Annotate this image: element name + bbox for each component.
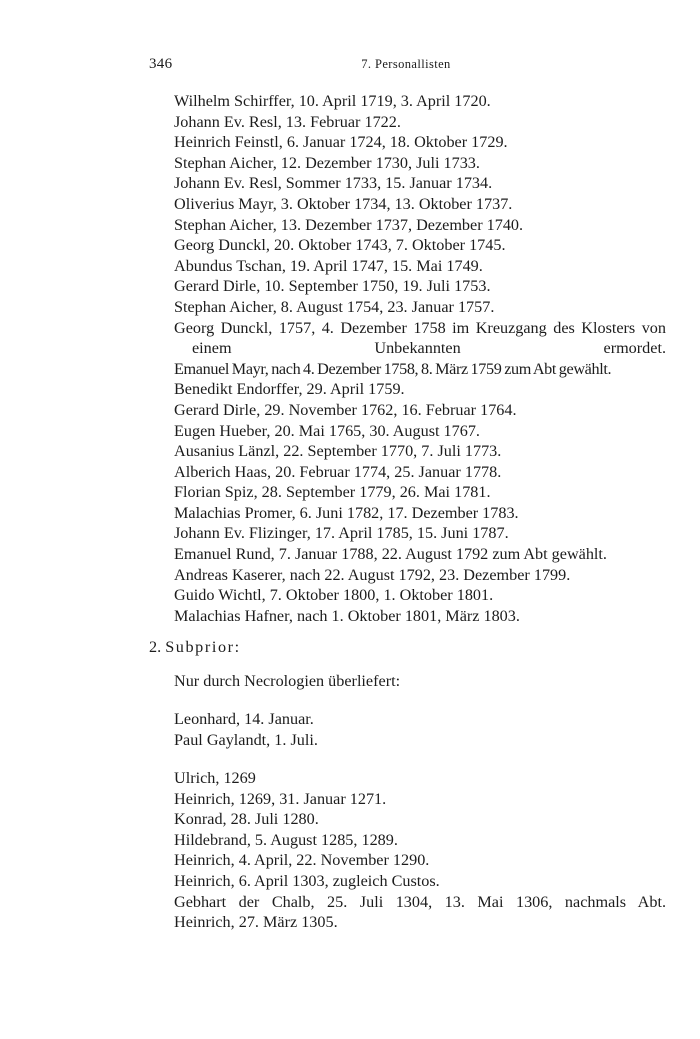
list-item: Oliverius Mayr, 3. Oktober 1734, 13. Oktober 1737. bbox=[174, 194, 513, 213]
list-item: Johann Ev. Resl, Sommer 1733, 15. Januar 1734. bbox=[174, 174, 493, 193]
list-item: Wilhelm Schirffer, 10. April 1719, 3. April 1720. bbox=[174, 92, 491, 110]
list-item: Heinrich, 1269, 31. Januar 1271. bbox=[174, 789, 387, 808]
list-item: Ulrich, 1269 bbox=[174, 769, 256, 787]
list-item: Johann Ev. Flizinger, 17. April 1785, 15. Juni 1787. bbox=[174, 524, 509, 543]
section-number: 2. bbox=[149, 638, 162, 656]
list-item: Konrad, 28. Juli 1280. bbox=[174, 810, 319, 829]
list-item: Emanuel Rund, 7. Januar 1788, 22. August 1792 zum Abt gewählt. bbox=[174, 545, 607, 564]
list-item: Georg Dunckl, 20. Oktober 1743, 7. Oktober 1745. bbox=[174, 236, 506, 255]
section-intro: Nur durch Necrologien überliefert: bbox=[174, 672, 401, 690]
necrology-list bbox=[174, 709, 666, 750]
list-item: Leonhard, 14. Januar. bbox=[174, 710, 314, 728]
section-intro-block bbox=[174, 671, 666, 692]
list-item: Florian Spiz, 28. September 1779, 26. Mai 1781. bbox=[174, 483, 491, 502]
list-item: Guido Wichtl, 7. Oktober 1800, 1. Oktober 1801. bbox=[174, 586, 494, 605]
list-item: Heinrich, 4. April, 22. November 1290. bbox=[174, 851, 430, 870]
list-item: Alberich Haas, 20. Februar 1774, 25. Januar 1778. bbox=[174, 462, 502, 481]
list-item-long: Georg Dunckl, 1757, 4. Dezember 1758 im Kreuzgang des Klosters von einem Unbekannten ermordet. bbox=[174, 318, 666, 358]
running-head: 7. Personallisten bbox=[361, 57, 451, 71]
list-item: Ausanius Länzl, 22. September 1770, 7. Juli 1773. bbox=[174, 442, 502, 461]
page-number: 346 bbox=[149, 56, 173, 72]
page-header bbox=[149, 56, 663, 76]
list-item: Emanuel Mayr, nach 4. Dezember 1758, 8. März 1759 zum Abt gewählt. bbox=[174, 359, 612, 378]
subprior-list bbox=[174, 768, 666, 933]
list-item: Gerard Dirle, 29. November 1762, 16. Februar 1764. bbox=[174, 400, 517, 419]
list-item: Gebhart der Chalb, 25. Juli 1304, 13. Mai 1306, nachmals Abt. bbox=[174, 892, 666, 911]
list-item: Stephan Aicher, 8. August 1754, 23. Januar 1757. bbox=[174, 297, 495, 316]
list-first-part bbox=[174, 91, 666, 626]
section-title: Subprior: bbox=[165, 638, 241, 656]
list-item: Malachias Promer, 6. Juni 1782, 17. Dezember 1783. bbox=[174, 503, 519, 522]
list-item: Heinrich, 6. April 1303, zugleich Custos. bbox=[174, 871, 440, 890]
list-item: Johann Ev. Resl, 13. Februar 1722. bbox=[174, 112, 401, 131]
list-item: Gerard Dirle, 10. September 1750, 19. Juli 1753. bbox=[174, 277, 491, 296]
list-item: Andreas Kaserer, nach 22. August 1792, 23. Dezember 1799. bbox=[174, 565, 571, 584]
list-item: Benedikt Endorffer, 29. April 1759. bbox=[174, 380, 405, 399]
list-item: Eugen Hueber, 20. Mai 1765, 30. August 1767. bbox=[174, 421, 480, 440]
list-item: Malachias Hafner, nach 1. Oktober 1801, März 1803. bbox=[174, 606, 520, 625]
list-item: Stephan Aicher, 12. Dezember 1730, Juli 1733. bbox=[174, 153, 480, 172]
section-heading-subprior bbox=[149, 637, 241, 658]
list-item: Heinrich Feinstl, 6. Januar 1724, 18. Oktober 1729. bbox=[174, 133, 508, 152]
list-item: Hildebrand, 5. August 1285, 1289. bbox=[174, 830, 398, 849]
list-item: Abundus Tschan, 19. April 1747, 15. Mai 1749. bbox=[174, 256, 483, 275]
list-item: Heinrich, 27. März 1305. bbox=[174, 913, 338, 932]
list-item: Stephan Aicher, 13. Dezember 1737, Dezember 1740. bbox=[174, 215, 524, 234]
list-item: Paul Gaylandt, 1. Juli. bbox=[174, 730, 318, 749]
